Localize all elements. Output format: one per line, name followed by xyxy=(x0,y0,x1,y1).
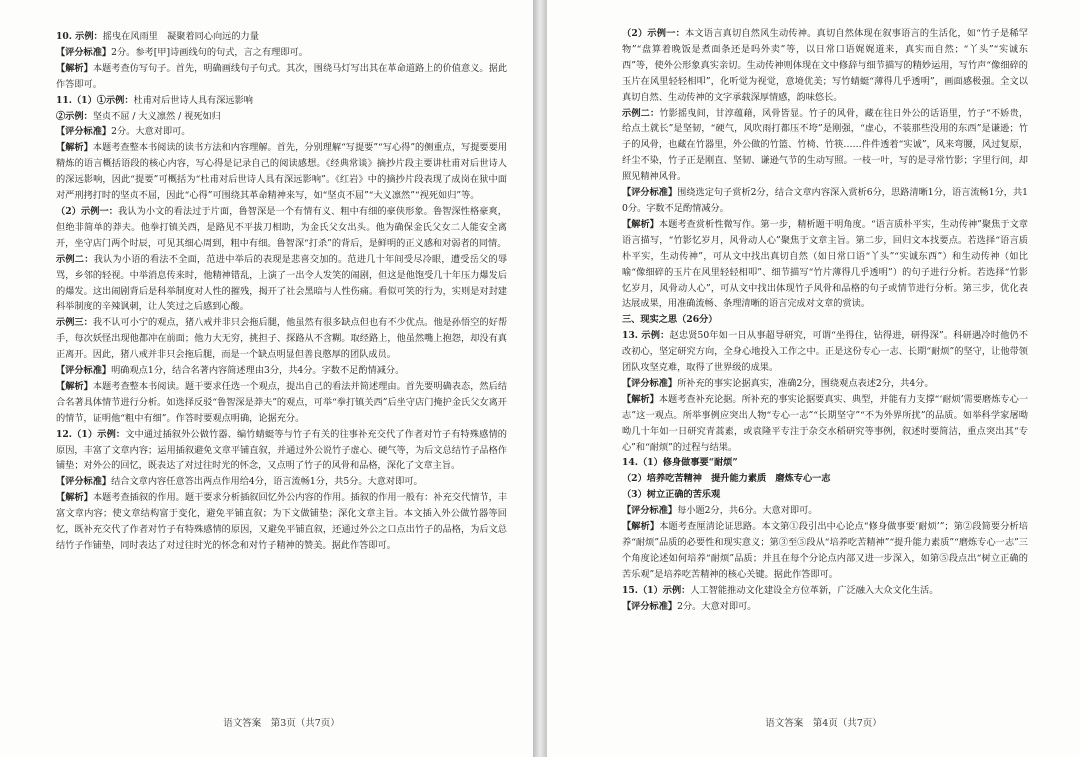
paragraph-text: 赵忠贤50年如一日从事超导研究，可谓“坐得住，钻得进，研得深”。科研遇冷时他仍不改初心，坚定研究方向，全身心地投入工作之中。正是这份专心一志、长期“耐烦”的坚守，让他带领团队攻坚克难，取得了世界级的成果。 xyxy=(622,330,1028,374)
paragraph-lead: 13. 示例： xyxy=(622,330,670,342)
left-page xyxy=(0,0,533,757)
answer-paragraph xyxy=(56,61,507,93)
answer-paragraph xyxy=(622,599,1028,615)
paragraph-lead: 【解析】 xyxy=(622,393,659,405)
answer-paragraph xyxy=(622,471,1028,487)
paragraph-text: 2分。大意对即可。 xyxy=(111,126,191,138)
paragraph-lead: 【解析】 xyxy=(622,218,659,230)
paragraph-lead: 【评分标准】 xyxy=(56,46,112,58)
paragraph-text: 每小题2分，共6分。大意对即可。 xyxy=(677,505,818,517)
paragraph-text: 摇曳在风雨里 凝聚着同心向远的力量 xyxy=(102,31,259,42)
paragraph-lead: 14.（1）修身做事要“耐烦” xyxy=(622,457,738,469)
paragraph-text: 2分。参考[甲]诗画线句的句式，言之有理即可。 xyxy=(111,46,308,58)
paragraph-text: 坚贞不屈 / 大义凛然 / 视死如归 xyxy=(92,110,221,122)
answer-paragraph xyxy=(56,109,507,125)
paragraph-lead: （2）培养吃苦精神 提升能力素质 磨炼专心一志 xyxy=(622,473,831,485)
paragraph-lead: 15.（1）示例： xyxy=(622,584,691,596)
paragraph-lead: 【解析】 xyxy=(56,492,93,504)
right-page xyxy=(547,0,1080,757)
paragraph-text: 围绕选定句子赏析2分，结合文章内容深入赏析6分，思路清晰1分，语言流畅1分，共10分。字数不足酌情减分。 xyxy=(622,187,1028,214)
paragraph-text: 本题考查赏析性微写作。第一步，精析题干明角度。“语言质朴平实，生动传神”聚焦于文章语言描写，“竹影忆岁月，风骨动人心”聚焦于文章主旨。第二步，回归文本找要点。若选择“语言质朴平实，生动传神”，可从文中找出真切自然（如日常口语“丫头”“实诚东西”）和生动传神（如比喻“像细碎的玉片在风里轻轻相叩”、细节描写“竹片薄得几乎透明”）的句子进行分析。若选择“竹影忆岁月，风骨动人心”，可从文中找出体现竹子风骨和品格的句子或情节进行分析。第三步，优化表达展成果，用准确流畅、条理清晰的语言完成对文章的赏读。 xyxy=(622,218,1028,310)
paragraph-lead: 【评分标准】 xyxy=(622,600,678,612)
paragraph-text: 本题考查整本书阅读。题干要求任选一个观点，提出自己的看法并简述理由。首先要明确表态，然后结合名著具体情节进行分析。如选择反驳“鲁智深是莽夫”的观点，可举“拳打镇关西”后坐守店门掩护金氏父女离开的情节，证明他“粗中有细”。作答时要观点明确，论据充分。 xyxy=(56,380,508,424)
paragraph-lead: 【评分标准】 xyxy=(622,505,678,517)
answer-paragraph xyxy=(56,363,507,379)
paragraph-lead: （2）示例一： xyxy=(56,205,119,217)
paragraph-text: 本题考查补充论据。所补充的事实论据要真实、典型，并能有力支撑“‘耐烦’需要磨炼专心一志”这一观点。所举事例应突出人物“专心一志”“长期坚守”“不为外界所扰”的品质。如举科学家屠呦呦几十年如一日研究青蒿素，或袁隆平专注于杂交水稻研究等事例，叙述时要简洁，重点突出其“专心”和“耐烦”的过程与结果。 xyxy=(622,393,1029,453)
answer-paragraph xyxy=(56,427,507,475)
paragraph-lead: 10. 示例： xyxy=(56,31,103,42)
answer-paragraph xyxy=(622,26,1028,106)
paragraph-lead: 11.（1）①示例： xyxy=(56,94,134,106)
paragraph-text: 我不认可小宁的观点，猪八戒并非只会拖后腿，他虽然有很多缺点但也有不少优点。他是孙悟空的好帮手，每次妖怪出现他都冲在前面；他力大无穷，挑担子、探路从不含糊。取经路上，他虽然嘴上抱怨，却没有真正离开。因此，猪八戒并非只会拖后腿，而是一个缺点明显但善良憨厚的团队成员。 xyxy=(56,317,508,361)
paragraph-text: 本题考查插叙的作用。题干要求分析插叙回忆外公内容的作用。插叙的作用一般有：补充交代情节，丰富文章内容；使文章结构富于变化，避免平铺直叙；为下文做铺垫；深化文章主旨。本文插入外公做竹器等回忆，既补充交代了作者对竹子有特殊感情的原因，又避免平铺直叙，还通过外公之口点出竹子的品格，为后文总结竹子作铺垫，同时表达了对过往时光的怀念和对竹子精神的赞美。据此作答即可。 xyxy=(56,492,508,551)
paragraph-text: 杜甫对后世诗人具有深远影响 xyxy=(133,94,253,106)
answer-paragraph xyxy=(622,519,1028,583)
paragraph-text: 2分。大意对即可。 xyxy=(677,600,757,612)
page-gutter xyxy=(533,0,547,757)
paragraph-lead: （2）示例一： xyxy=(622,28,685,39)
paragraph-text: 所补充的事实论据真实，准确2分，围绕观点表述2分，共4分。 xyxy=(677,377,934,389)
paragraph-lead: ②示例： xyxy=(56,110,93,122)
paragraph-text: 人工智能推动文化建设全方位革新，广泛融入大众文化生活。 xyxy=(690,584,939,596)
left-page-footer: 语文答案 第3页（共7页） xyxy=(223,718,340,729)
paragraph-lead: 【评分标准】 xyxy=(622,187,678,199)
paragraph-text: 我认为小文的看法过于片面，鲁智深是一个有情有义、粗中有细的豪侠形象。鲁智深性格豪爽，但绝非简单的莽夫。他拳打镇关西，是路见不平拔刀相助，为金氏父女出头。他为确保金氏父女二人能安全离开，坐守店门两个时辰，可见其细心周到，粗中有细。鲁智深“打杀”的背后，是鲜明的正义感和对弱者的同情。 xyxy=(56,205,507,249)
answer-paragraph xyxy=(56,93,507,109)
paragraph-lead: 【解析】 xyxy=(56,380,93,392)
paragraph-text: 本题考查厘清论证思路。本文第①段引出中心论点“修身做事要‘耐烦’”；第②段简要分析培养“耐烦”品质的必要性和现实意义；第③至⑤段从“培养吃苦精神”“提升能力素质”“磨炼专心一志”三个角度论述如何培养“耐烦”品质；并且在每个分论点内部又进一步深入，如第⑤段点出“树立正确的苦乐观”是培养吃苦精神的核心关键。据此作答即可。 xyxy=(622,521,1029,580)
answer-paragraph xyxy=(56,29,507,45)
answer-paragraph xyxy=(622,312,1028,328)
answer-paragraph xyxy=(56,45,507,61)
answer-paragraph xyxy=(56,124,507,140)
answer-paragraph xyxy=(56,140,507,204)
paragraph-lead: 三、现实之思（26分） xyxy=(622,314,718,326)
left-page-body xyxy=(56,29,507,554)
paragraph-text: 我认为小语的看法不全面，范进中举后的表现是悲喜交加的。范进几十年间受尽冷眼，遭受岳父的辱骂，乡邻的轻视。中举消息传来时，他精神错乱，上演了一出令人发笑的闹剧，但这是他饱受几十年压力爆发后的爆发。这出闹剧背后是科举制度对人性的摧残，揭开了社会黑暗与人性伤痛。看似可笑的行为，实则是对封建科举制度的辛辣讽刺，让人笑过之后感到心酸。 xyxy=(56,253,508,313)
paragraph-lead: 【评分标准】 xyxy=(622,377,678,389)
answer-paragraph xyxy=(622,217,1028,312)
paragraph-lead: 【评分标准】 xyxy=(56,365,112,377)
paragraph-text: 本题考查仿写句子。首先，明确画线句子句式。其次，围绕马灯写出其在革命道路上的价值意义。据此作答即可。 xyxy=(56,62,508,90)
paragraph-lead: 示例二： xyxy=(56,253,94,265)
paragraph-text: 明确观点1分，结合名著内容简述理由3分，共4分。字数不足酌情减分。 xyxy=(111,365,405,377)
answer-paragraph xyxy=(56,379,507,427)
answer-paragraph xyxy=(622,455,1028,471)
paragraph-lead: 【评分标准】 xyxy=(56,126,112,138)
answer-paragraph xyxy=(56,490,507,554)
right-page-body xyxy=(622,26,1028,615)
paragraph-lead: 示例二： xyxy=(622,107,660,119)
answer-paragraph xyxy=(56,474,507,490)
answer-paragraph xyxy=(622,106,1028,186)
paragraph-lead: 【评分标准】 xyxy=(56,476,112,488)
answer-paragraph xyxy=(56,252,507,316)
paragraph-text: 竹影摇曳间，甘淳蕴藉，风骨皆显。竹子的风骨，藏在往日外公的话语里，竹子“不娇贵，给点土就长”是坚韧，“硬气，风吹雨打都压不垮”是刚强，“虚心，不装那些没用的东西”是谦逊；竹子的风骨，也藏在竹器里，外公做的竹篮、竹椅、竹筷……件件透着“实诚”，风来弯腰，风过复原，纤尘不染，竹子正是刚直、坚韧、谦逊气节的生动写照。一枝一叶，写的是寻常竹影；字里行间，却照见精神风骨。 xyxy=(622,107,1029,183)
answer-paragraph xyxy=(622,328,1028,376)
paragraph-text: 本题考查整本书阅读的读书方法和内容理解。首先，分别理解“写提要”“写心得”的侧重点，写提要要用精炼的语言概括语段的核心内容，写心得是记录自己的阅读感想。《经典常谈》摘抄片段主要讲杜甫对后世诗人的深远影响，因此“提要”可概括为“杜甫对后世诗人具有深远影响”。《红岩》中的摘抄片段表现了成岗在狱中面对严刑拷打时的坚贞不屈，因此“心得”可围绕其革命精神来写，如“坚贞不屈”“大义凛然”“视死如归”等。 xyxy=(56,142,508,202)
right-page-footer: 语文答案 第4页（共7页） xyxy=(765,718,882,729)
paragraph-lead: 【解析】 xyxy=(56,142,93,154)
answer-paragraph xyxy=(56,204,507,252)
answer-paragraph xyxy=(622,487,1028,503)
answer-paragraph xyxy=(56,315,507,363)
paragraph-lead: 【解析】 xyxy=(622,521,660,533)
answer-paragraph xyxy=(622,376,1028,392)
answer-paragraph xyxy=(622,185,1028,217)
paragraph-lead: （3）树立正确的苦乐观 xyxy=(622,489,721,501)
answer-paragraph xyxy=(622,503,1028,519)
paragraph-text: 结合文章内容任意答出两点作用给4分，语言流畅1分，共5分。大意对即可。 xyxy=(111,476,423,488)
paragraph-text: 文中通过插叙外公做竹器、编竹蜻蜓等与竹子有关的往事补充交代了作者对竹子有特殊感情的原因，丰富了文章内容；运用插叙避免文章平铺直叙，并通过外公说竹子虚心、硬气等，为后文总结竹子品格作铺垫；对外公的回忆，既表达了对过往时光的怀念，又点明了竹子的风骨和品格，深化了文章主旨。 xyxy=(56,428,507,472)
answer-paragraph xyxy=(622,583,1028,599)
paragraph-lead: 12.（1）示例： xyxy=(56,428,126,440)
answer-paragraph xyxy=(622,392,1028,456)
paragraph-lead: 示例三： xyxy=(56,317,93,329)
paragraph-text: 本文语言真切自然风生动传神。真切自然体现在叙事语言的生活化，如“竹子是稀罕物”“盘算着晚饭是煮面条还是吗外卖”等，以日常口语娓娓道来，真实而自然；“丫头”“实诚东西”等，使外公形象真实亲切。生动传神则体现在文中修辞与细节描写的精妙运用，写竹声“像细碎的玉片在风里轻轻相叩”，化听觉为视觉，意境优美；写竹蜻蜓“薄得几乎透明”，画面感极强。全文以真切自然、生动传神的文字承载深厚情感，韵味悠长。 xyxy=(622,28,1028,103)
paragraph-lead: 【解析】 xyxy=(56,62,93,74)
